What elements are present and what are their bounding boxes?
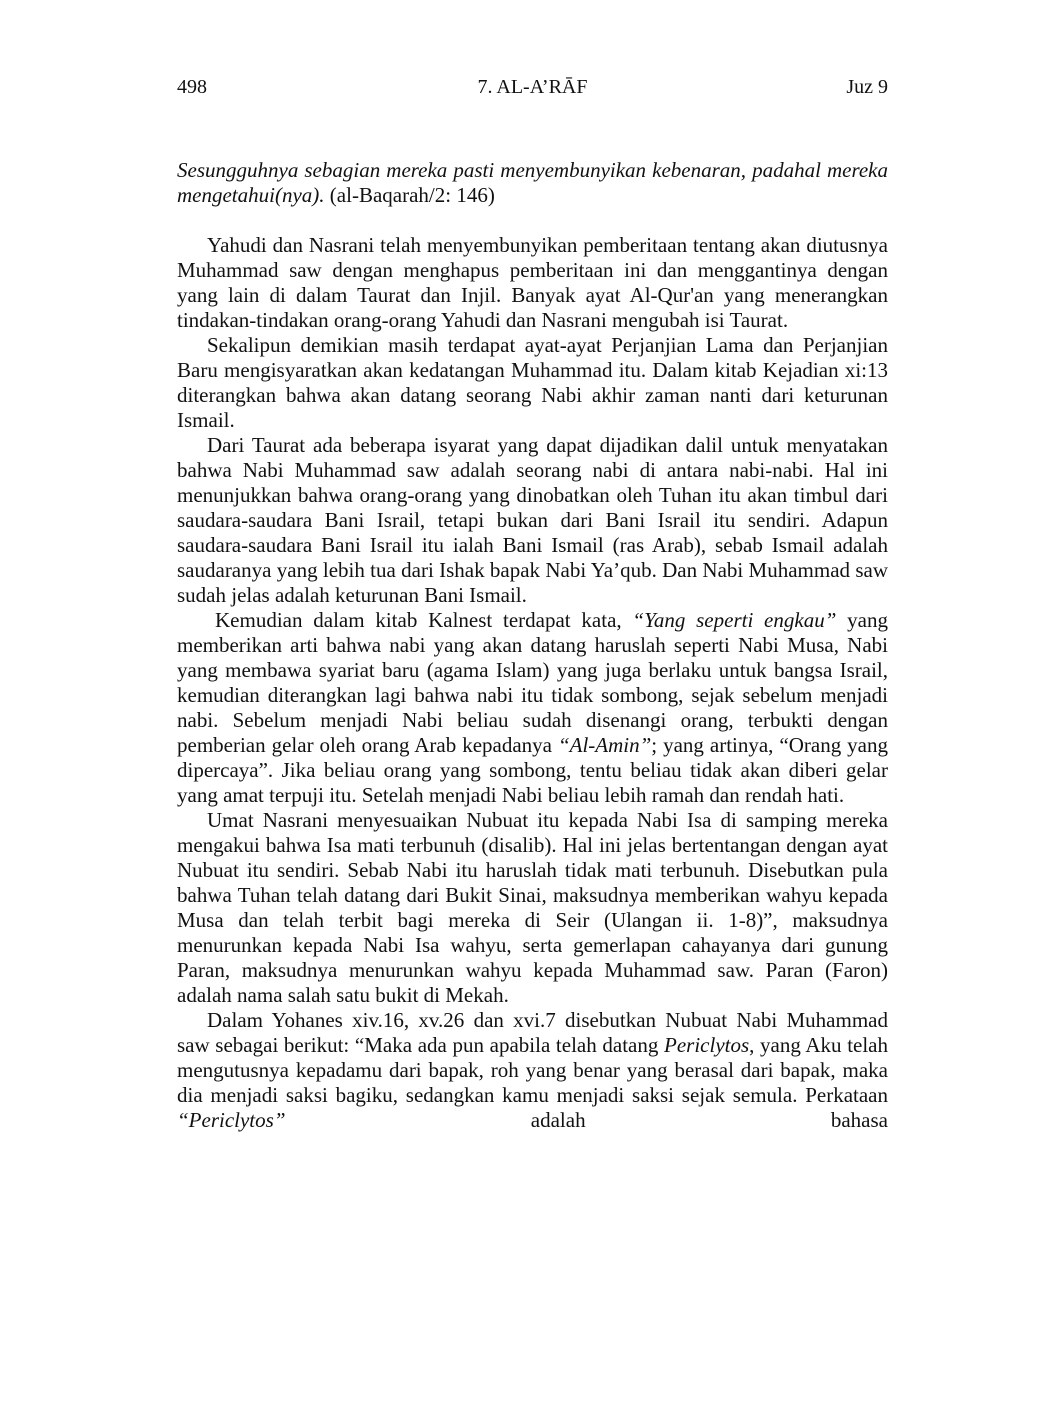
paragraph-2: Sekalipun demikian masih terdapat ayat-ayat Perjanjian Lama dan Perjanjian Baru mengisyaratkan akan kedatangan Muhammad itu. Dalam kitab Kejadian xi:13 diterangkan bahwa akan datang seorang Nabi akhir zaman nanti dari keturunan Ismail. xyxy=(177,333,888,432)
quote-reference: (al-Baqarah/2: 146) xyxy=(324,183,495,207)
paragraph-6-italic-1: Periclytos xyxy=(664,1033,750,1057)
paragraph-4-italic-1: “Yang seperti engkau” xyxy=(632,608,837,632)
paragraph-6-italic-2: “Periclytos” xyxy=(177,1108,286,1132)
quote-translation: Sesungguhnya sebagian mereka pasti menyembunyikan kebenaran, padahal mereka mengetahui(nya). xyxy=(177,158,888,207)
paragraph-6-text-3: adalah bahasa xyxy=(285,1108,888,1132)
paragraph-4-text-2: yang memberikan arti bahwa nabi yang akan datang haruslah seperti Nabi Musa, Nabi yang membawa syariat baru (agama Islam) yang juga berlaku untuk bangsa Israil, kemudian diterangkan lagi bahwa nabi itu tidak sombong, sejak sebelum menjadi nabi. Sebelum menjadi Nabi beliau sudah disenangi orang, terbukti dengan pemberian gelar oleh orang Arab kepadanya xyxy=(177,608,888,757)
page-body xyxy=(177,158,888,1133)
paragraph-5: Umat Nasrani menyesuaikan Nubuat itu kepada Nabi Isa di samping mereka mengakui bahwa Isa mati terbunuh (disalib). Hal ini jelas bertentangan dengan ayat Nubuat itu sendiri. Sebab Nabi itu haruslah tidak mati terbunuh. Disebutkan pula bahwa Tuhan telah datang dari Bukit Sinai, maksudnya memberikan wahyu kepada Musa dan telah terbit bagi mereka di Seir (Ulangan ii. 1-8)”, maksudnya menurunkan kepada Nabi Isa wahyu, serta gemerlapan cahayanya dari gunung Paran, maksudnya menurunkan wahyu kepada Muhammad saw. Paran (Faron) adalah nama salah satu bukit di Mekah. xyxy=(177,808,888,1007)
paragraph-1: Yahudi dan Nasrani telah menyembunyikan pemberitaan tentang akan diutusnya Muhammad saw dengan menghapus pemberitaan ini dan menggantinya dengan yang lain di dalam Taurat dan Injil. Banyak ayat Al-Qur'an yang menerangkan tindakan-tindakan orang-orang Yahudi dan Nasrani mengubah isi Taurat. xyxy=(177,233,888,332)
paragraph-4-text-1: Kemudian dalam kitab Kalnest terdapat kata, xyxy=(215,608,633,632)
paragraph-4 xyxy=(177,608,888,808)
paragraph-6-text-2: , yang Aku telah mengutusnya kepadamu dari bapak, roh yang benar yang berasal dari bapak, maka dia menjadi saksi bagiku, sedangkan kamu menjadi saksi sejak semula. Perkataan xyxy=(177,1033,889,1107)
page-number: 498 xyxy=(177,76,207,98)
juz-label: Juz 9 xyxy=(846,76,888,98)
chapter-title: 7. AL-A’RĀF xyxy=(477,76,588,98)
running-header xyxy=(177,76,888,102)
paragraph-3: Dari Taurat ada beberapa isyarat yang dapat dijadikan dalil untuk menyatakan bahwa Nabi Muhammad saw adalah seorang nabi di antara nabi-nabi. Hal ini menunjukkan bahwa orang-orang yang dinobatkan oleh Tuhan itu akan timbul dari saudara-saudara Bani Israil, tetapi bukan dari Bani Israil itu sendiri. Adapun saudara-saudara Bani Israil itu ialah Bani Ismail (ras Arab), sebab Ismail adalah saudaranya yang lebih tua dari Ishak bapak Nabi Ya’qub. Dan Nabi Muhammad saw sudah jelas adalah keturunan Bani Ismail. xyxy=(177,433,888,607)
paragraph-4-text-3: ; yang artinya, “Orang yang dipercaya”. Jika beliau orang yang sombong, tentu beliau tidak akan diberi gelar yang amat terpuji itu. Setelah menjadi Nabi beliau lebih ramah dan rendah hati. xyxy=(177,733,888,807)
paragraph-6 xyxy=(177,1008,888,1133)
paragraph-6-text-1: Dalam Yohanes xiv.16, xv.26 dan xvi.7 disebutkan Nubuat Nabi Muhammad saw sebagai berikut: “Maka ada pun apabila telah datang xyxy=(177,1008,888,1057)
paragraph-4-italic-2: “Al-Amin” xyxy=(557,733,652,757)
quranic-quote xyxy=(177,158,888,208)
